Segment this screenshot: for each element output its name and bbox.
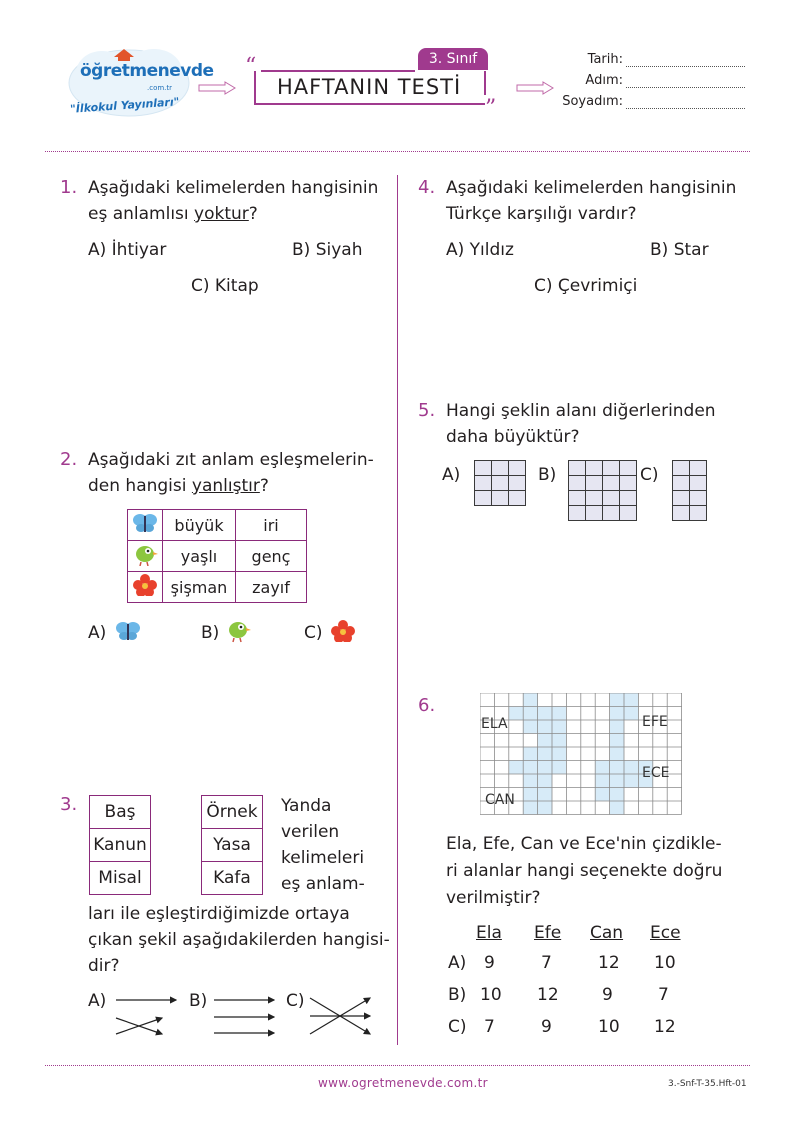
grid-cell [509, 491, 526, 506]
grid-cell [620, 476, 637, 491]
table-cell: yaşlı [163, 541, 236, 572]
logo-domain: .com.tr [147, 84, 173, 92]
option-c[interactable]: C) Çevrimiçi [534, 276, 638, 296]
grid-row [673, 506, 707, 521]
grid-label-can: CAN [485, 792, 515, 808]
q2-options [88, 620, 388, 650]
ela-area [523, 693, 537, 707]
question-number: 2. [60, 449, 78, 470]
table-row [128, 572, 307, 603]
table-cell: iri [236, 510, 307, 541]
grid-cell [569, 506, 586, 521]
grid-cell [475, 476, 492, 491]
name-label: Adım: [585, 73, 623, 88]
emphasis: yoktur [194, 204, 249, 224]
arrows-b-icon [212, 990, 282, 1040]
grid-cell [673, 506, 690, 521]
table-row [128, 510, 307, 541]
column-divider [397, 175, 398, 1045]
grid-cell [690, 476, 707, 491]
grid-cell [673, 491, 690, 506]
footer-url[interactable]: www.ogretmenevde.com.tr [318, 1076, 488, 1090]
svg-text:“: “ [245, 55, 257, 79]
name-field[interactable] [626, 87, 745, 88]
question-text: Hangi şeklin alanı diğerlerinden [446, 401, 716, 421]
question-text: Türkçe karşılığı vardır? [446, 204, 637, 224]
grid-cell [569, 491, 586, 506]
ela-area [509, 707, 523, 721]
word-cell: Kanun [90, 829, 150, 862]
question-number: 4. [418, 177, 436, 198]
grid-cell [690, 506, 707, 521]
option-a[interactable]: A) [88, 991, 107, 1011]
grid-row [673, 491, 707, 506]
grid-row [475, 491, 526, 506]
grid-cell [586, 461, 603, 476]
option-b[interactable]: B) Siyah [292, 240, 363, 260]
option-b[interactable]: B) [538, 465, 557, 485]
grid-cell [603, 476, 620, 491]
table-cell: genç [236, 541, 307, 572]
logo-subtitle: "İlkokul Yayınları" [69, 95, 180, 116]
footer-divider [45, 1065, 750, 1066]
grid-row [475, 476, 526, 491]
question-text: ları ile eşleştirdiğimizde ortaya çıkan şekil aşağıdakilerden hangisi- dir? [88, 904, 390, 976]
word-cell: Misal [98, 868, 142, 888]
question-text: daha büyüktür? [446, 427, 580, 447]
question-number: 1. [60, 177, 78, 198]
question-number: 5. [418, 400, 436, 421]
option-b[interactable]: B) [189, 991, 208, 1011]
option-a[interactable]: A) [88, 623, 107, 643]
grid-cell [586, 491, 603, 506]
grid-cell [509, 461, 526, 476]
can-area [523, 747, 566, 761]
surname-field[interactable] [626, 108, 745, 109]
question-text: Aşağıdaki kelimelerden hangisinin [446, 178, 737, 198]
efe-area [610, 707, 624, 748]
grid-cell [475, 461, 492, 476]
question-text: eş anlamlısı yoktur? [88, 204, 258, 224]
shape-a-grid [474, 460, 526, 506]
flower-icon [128, 572, 163, 603]
option-c[interactable]: C) 7 9 10 12 [448, 1017, 676, 1037]
grade-badge: 3. Sınıf [418, 48, 488, 70]
grid-cell [673, 476, 690, 491]
grid-cell [620, 506, 637, 521]
grid-row [569, 506, 637, 521]
surname-label: Soyadım: [562, 94, 623, 109]
grid-cell [603, 491, 620, 506]
right-word-box [201, 795, 263, 895]
bird-icon [225, 618, 251, 652]
grid-row [569, 491, 637, 506]
grid-cell [690, 491, 707, 506]
option-c[interactable]: C) [640, 465, 659, 485]
grid-cell [603, 461, 620, 476]
butterfly-icon [128, 510, 163, 541]
column-header: Efe [534, 923, 562, 943]
grid-cell [690, 461, 707, 476]
option-a[interactable]: A) 9 7 12 10 [448, 953, 676, 973]
grid-cell [620, 491, 637, 506]
grid-label-ece: ECE [642, 765, 670, 781]
grid-cell [492, 476, 509, 491]
question-text: den hangisi yanlıştır? [88, 476, 269, 496]
ece-area [595, 761, 609, 802]
table-cell: büyük [163, 510, 236, 541]
option-b[interactable]: B) Star [650, 240, 709, 260]
student-info [560, 52, 745, 115]
grid-row [673, 476, 707, 491]
option-c[interactable]: C) [304, 623, 323, 643]
question-text: Yanda verilen kelimeleri eş anlam- [281, 796, 365, 894]
option-c[interactable]: C) Kitap [191, 276, 259, 296]
arrows-c-icon [308, 990, 378, 1040]
grid-cell [603, 506, 620, 521]
option-a[interactable]: A) İhtiyar [88, 240, 167, 260]
grid-label-ela: ELA [481, 716, 508, 732]
grid-cell [586, 476, 603, 491]
grid-cell [492, 491, 509, 506]
grid-row [569, 461, 637, 476]
table-cell: şişman [163, 572, 236, 603]
q3-options [88, 988, 388, 1048]
logo [62, 35, 214, 130]
footer-code: 3.-Snf-T-35.Hft-01 [668, 1079, 747, 1089]
grid-cell [569, 461, 586, 476]
flower-icon [331, 620, 355, 650]
arrow-icon [515, 80, 555, 99]
grid-row [569, 476, 637, 491]
ece-area [610, 774, 624, 788]
column-header: Ela [476, 923, 502, 943]
table-row [128, 541, 307, 572]
grid-cell [673, 461, 690, 476]
page-title: HAFTANIN TESTİ [277, 75, 462, 99]
logo-cloud-icon [62, 35, 197, 130]
header-divider [45, 151, 750, 152]
column-header: Ece [650, 923, 681, 943]
column-header: Can [590, 923, 624, 943]
arrow-icon [197, 80, 237, 99]
svg-text:”: ” [485, 96, 497, 113]
grid-cell [620, 461, 637, 476]
option-a[interactable]: A) [442, 465, 461, 485]
shape-b-grid [568, 460, 637, 521]
butterfly-icon [115, 620, 141, 650]
area-grid [480, 693, 682, 815]
logo-text: öğretmenevde [80, 61, 214, 81]
option-a[interactable]: A) Yıldız [446, 240, 514, 260]
answer-table [448, 920, 708, 1045]
option-b[interactable]: B) [201, 623, 220, 643]
grid-cell [586, 506, 603, 521]
grid-cell [569, 476, 586, 491]
grid-row [475, 461, 526, 476]
table-cell: zayıf [236, 572, 307, 603]
option-b[interactable]: B) 10 12 9 7 [448, 985, 669, 1005]
bird-icon [128, 541, 163, 572]
word-cell: Kafa [213, 868, 251, 888]
emphasis: yanlıştır [191, 476, 260, 496]
arrows-a-icon [114, 990, 184, 1040]
question-number: 6. [418, 695, 436, 716]
word-cell: Örnek [202, 796, 262, 829]
word-cell: Baş [90, 796, 150, 829]
grid-label-efe: EFE [642, 714, 668, 730]
antonym-table [127, 509, 307, 603]
shape-c-grid [672, 460, 707, 521]
question-text: Aşağıdaki zıt anlam eşleşmelerin- [88, 450, 374, 470]
grid-cell [492, 461, 509, 476]
date-label: Tarih: [587, 52, 623, 67]
option-c[interactable]: C) [286, 991, 305, 1011]
word-cell: Yasa [202, 829, 262, 862]
left-word-box [89, 795, 151, 895]
grid-row [673, 461, 707, 476]
question-text: Aşağıdaki kelimelerden hangisinin [88, 178, 379, 198]
grid-cell [475, 491, 492, 506]
grid-cell [509, 476, 526, 491]
date-field[interactable] [626, 66, 745, 67]
question-text: Ela, Efe, Can ve Ece'nin çizdikle- ri alanlar hangi seçenekte doğru verilmiştir? [446, 834, 723, 908]
efe-area [624, 707, 638, 721]
question-number: 3. [60, 794, 78, 815]
